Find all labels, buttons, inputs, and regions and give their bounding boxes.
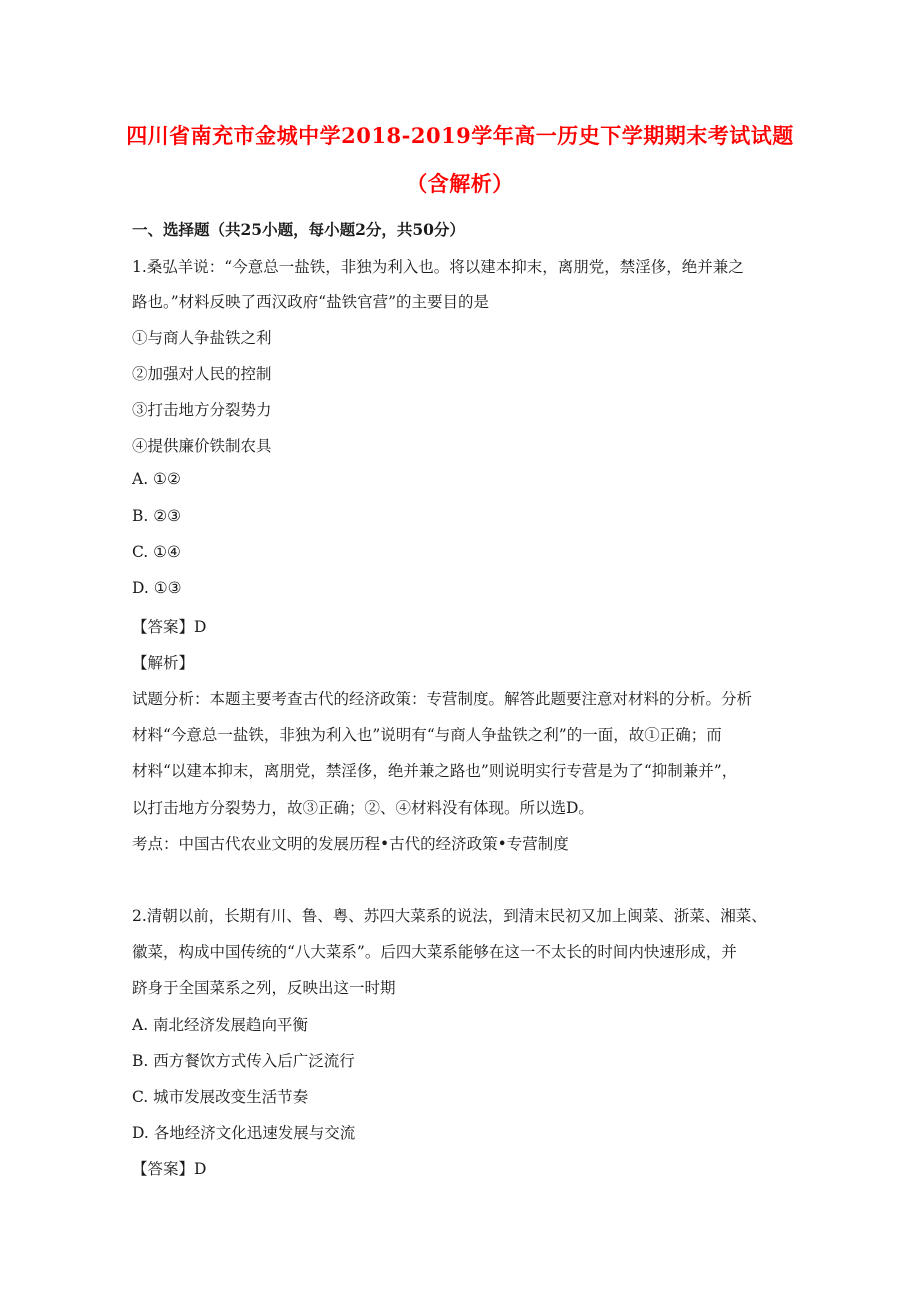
q2-option-a: A. 南北经济发展趋向平衡 — [132, 1016, 309, 1034]
q1-answer: 【答案】D — [132, 618, 207, 636]
q2-answer: 【答案】D — [132, 1160, 207, 1178]
q1-stem-line: 路也。”材料反映了西汉政府“盐铁官营”的主要目的是 — [132, 293, 490, 311]
q1-analysis-line: 试题分析：本题主要考查古代的经济政策：专营制度。解答此题要注意对材料的分析。分析 — [132, 690, 753, 708]
q1-item: ①与商人争盐铁之利 — [132, 329, 272, 347]
q2-option-c: C. 城市发展改变生活节奏 — [132, 1088, 309, 1106]
q2-option-b: B. 西方餐饮方式传入后广泛流行 — [132, 1052, 355, 1070]
q1-analysis-line: 材料“今意总一盐铁，非独为利入也”说明有“与商人争盐铁之利”的一面，故①正确；而 — [132, 726, 722, 744]
q1-analysis-line: 以打击地方分裂势力，故③正确；②、④材料没有体现。所以选D。 — [132, 799, 594, 817]
q1-item: ③打击地方分裂势力 — [132, 401, 272, 419]
q2-stem-line: 跻身于全国菜系之列，反映出这一时期 — [132, 979, 396, 997]
q1-item: ④提供廉价铁制农具 — [132, 437, 272, 455]
q1-item: ②加强对人民的控制 — [132, 365, 272, 383]
q2-stem-line: 2.清朝以前，长期有川、鲁、粤、苏四大菜系的说法，到清末民初又加上闽菜、浙菜、湘菜、 — [132, 907, 767, 925]
q1-analysis-line: 材料“以建本抑末，离朋党，禁淫侈，绝并兼之路也”则说明实行专营是为了“抑制兼并”， — [132, 762, 738, 780]
q1-option-a: A. ①② — [132, 470, 181, 488]
document-title-line1: 四川省南充市金城中学2018-2019学年高一历史下学期期末考试试题 — [126, 123, 794, 148]
section-header: 一、选择题（共25小题，每小题2分，共50分） — [132, 220, 465, 239]
q1-option-d: D. ①③ — [132, 579, 182, 597]
q2-stem-line: 徽菜，构成中国传统的“八大菜系”。后四大菜系能够在这一不太长的时间内快速形成，并 — [132, 943, 737, 961]
q1-stem-line: 1.桑弘羊说：“今意总一盐铁，非独为利入也。将以建本抑末，离朋党，禁淫侈，绝并兼之 — [132, 258, 744, 276]
q1-option-b: B. ②③ — [132, 507, 182, 525]
q1-option-c: C. ①④ — [132, 543, 181, 561]
q1-kaodian: 考点：中国古代农业文明的发展历程•古代的经济政策•专营制度 — [132, 835, 569, 853]
document-title-line2: （含解析） — [406, 171, 514, 196]
q1-analysis-label: 【解析】 — [132, 654, 195, 672]
q2-option-d: D. 各地经济文化迅速发展与交流 — [132, 1124, 356, 1142]
